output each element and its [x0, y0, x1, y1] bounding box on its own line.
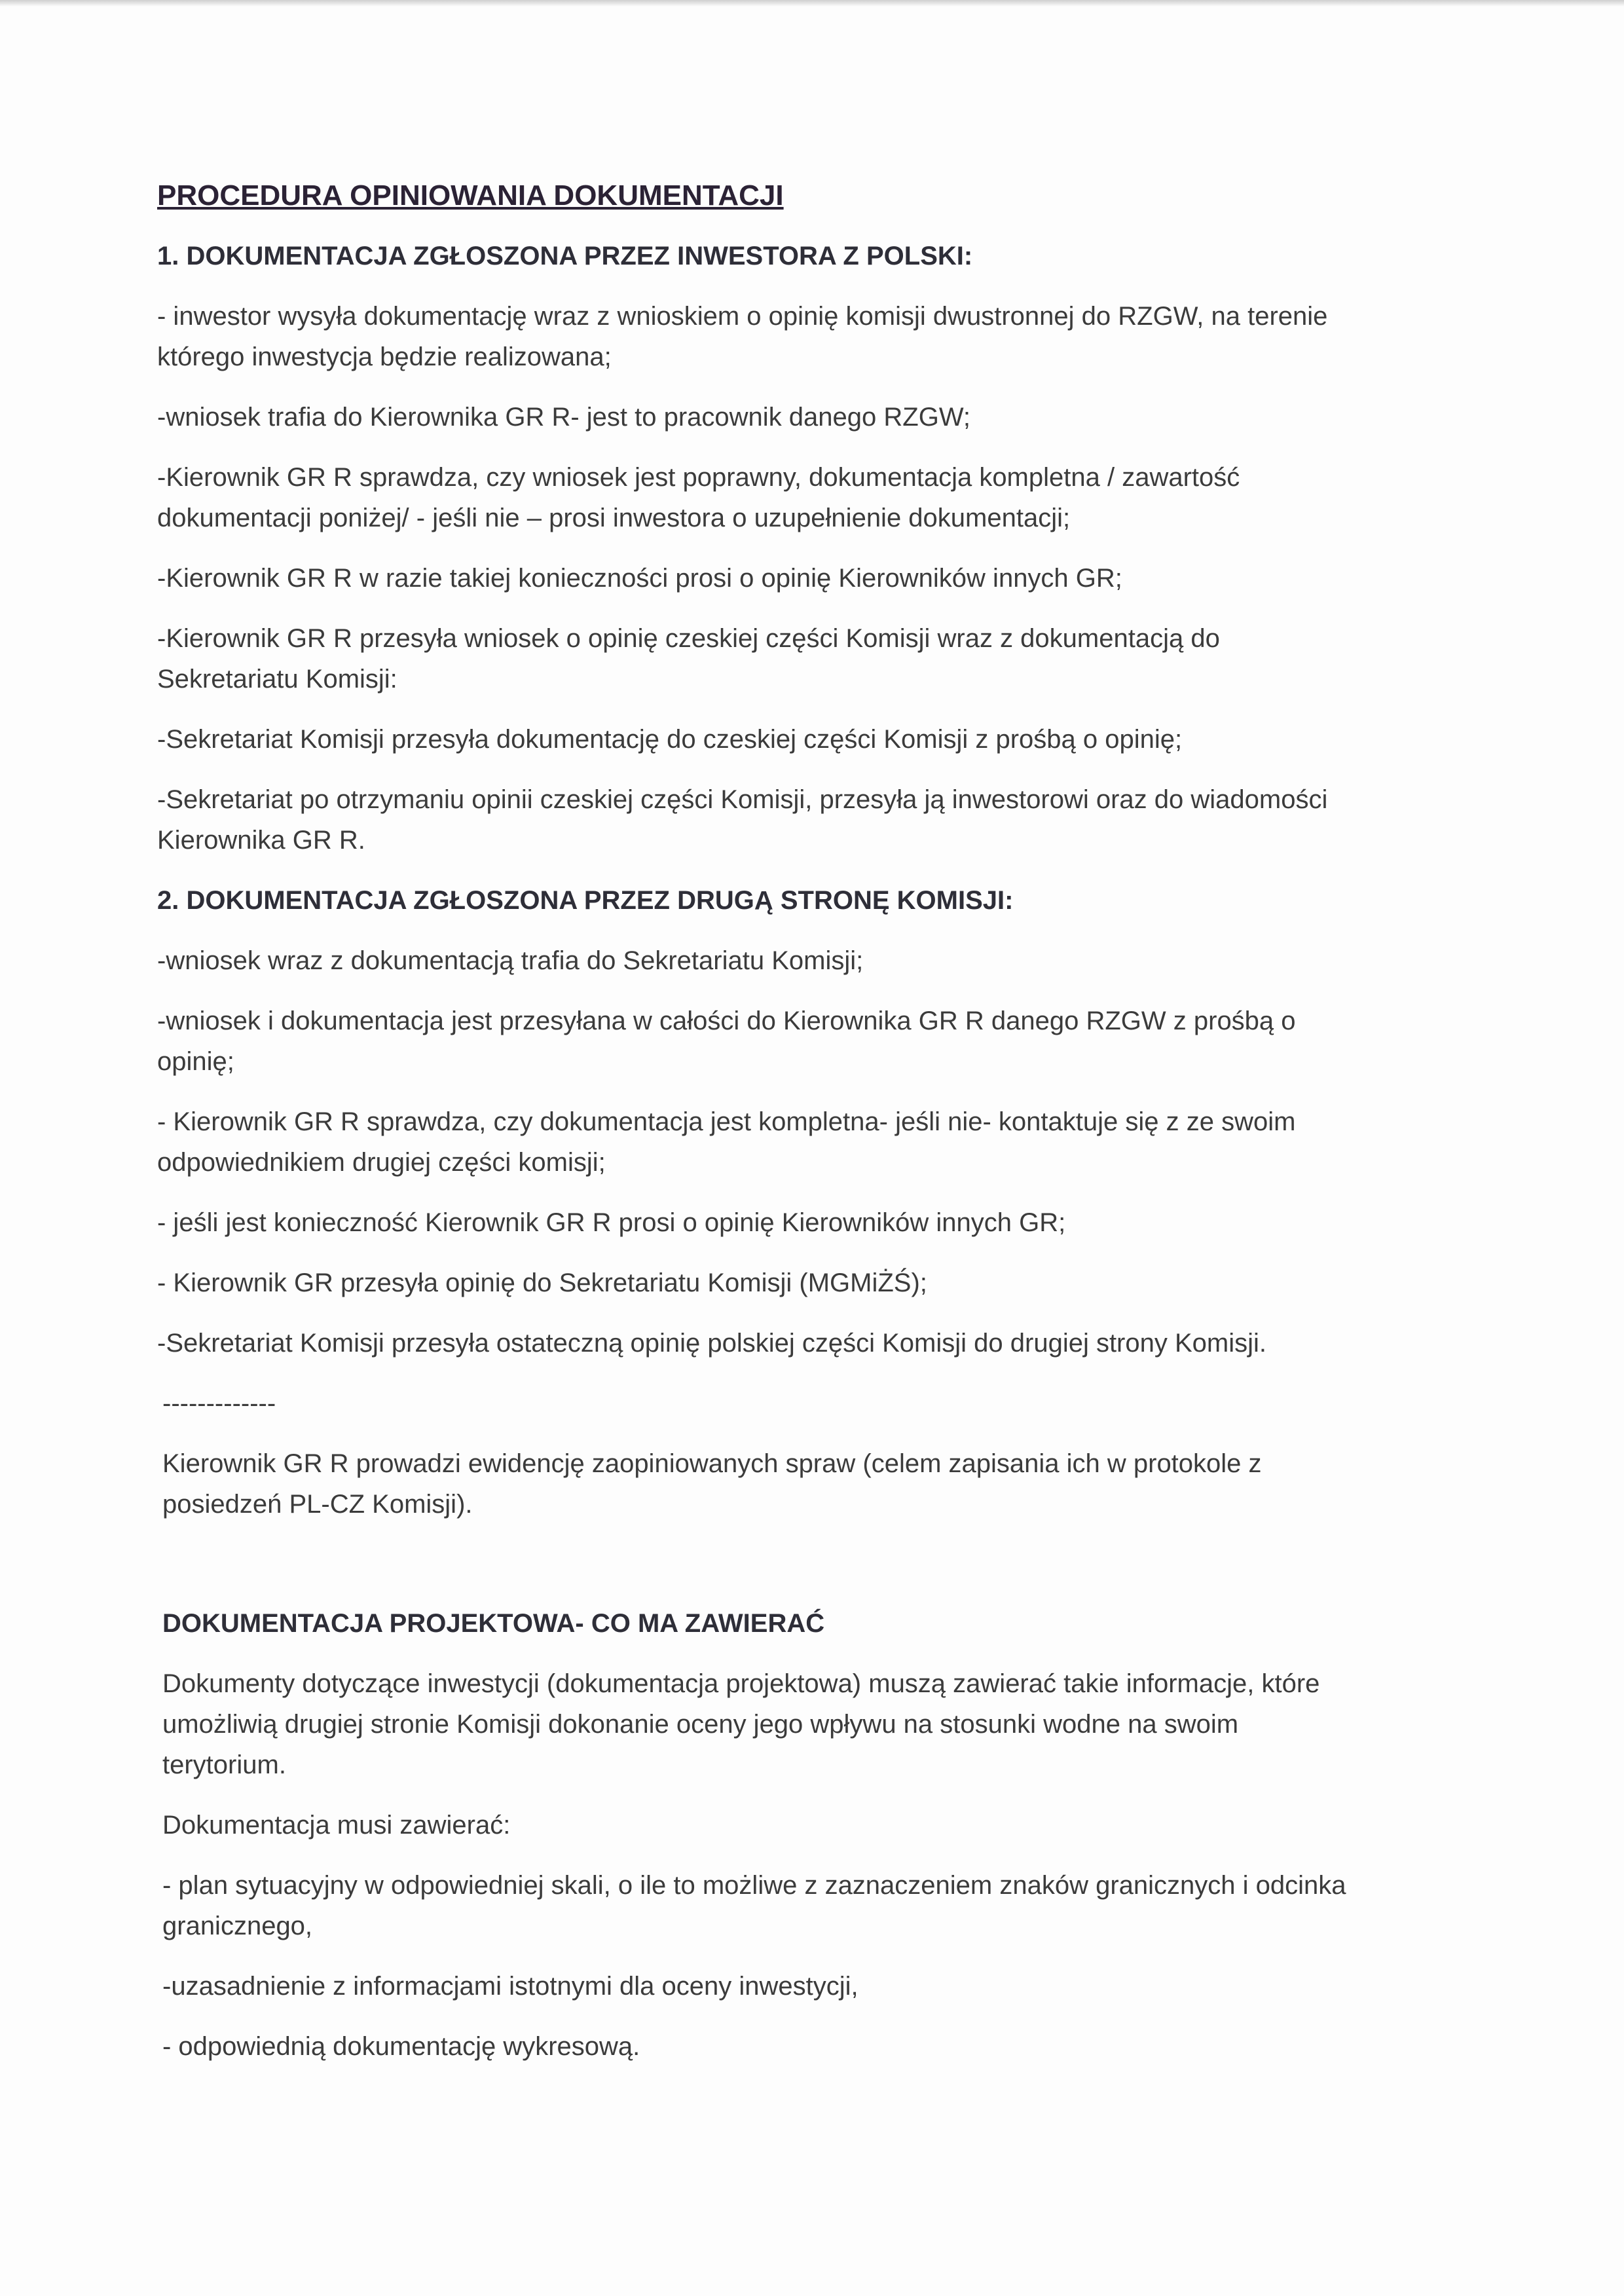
section1-line: -wniosek trafia do Kierownika GR R- jest to pracownik danego RZGW; [157, 403, 970, 432]
section1-line: Sekretariatu Komisji: [157, 665, 397, 694]
section3-line: Dokumentacja musi zawierać: [162, 1811, 511, 1840]
section2-line: - jeśli jest konieczność Kierownik GR R prosi o opinię Kierowników innych GR; [157, 1208, 1066, 1237]
document-content [157, 176, 1467, 2067]
section2-line: opinię; [157, 1047, 234, 1076]
section1-line: -Kierownik GR R sprawdza, czy wniosek jest poprawny, dokumentacja kompletna / zawartość [157, 463, 1240, 492]
scan-edge [0, 0, 1624, 7]
note-line: Kierownik GR R prowadzi ewidencję zaopiniowanych spraw (celem zapisania ich w protokole z [162, 1449, 1262, 1478]
section1-line: - inwestor wysyła dokumentację wraz z wnioskiem o opinię komisji dwustronnej do RZGW, na terenie [157, 302, 1328, 331]
section1-line: Kierownika GR R. [157, 826, 365, 855]
section1-line: -Kierownik GR R w razie takiej konieczności prosi o opinię Kierowników innych GR; [157, 564, 1122, 593]
section2-line: -Sekretariat Komisji przesyła ostateczną opinię polskiej części Komisji do drugiej strony Komisji. [157, 1329, 1267, 1358]
section3-heading: DOKUMENTACJA PROJEKTOWA- CO MA ZAWIERAĆ [162, 1609, 825, 1638]
section2-line: -wniosek i dokumentacja jest przesyłana w całości do Kierownika GR R danego RZGW z prośbą o [157, 1007, 1296, 1035]
section2-line: - Kierownik GR przesyła opinię do Sekretariatu Komisji (MGMiŻŚ); [157, 1268, 927, 1297]
section1-heading: 1. DOKUMENTACJA ZGŁOSZONA PRZEZ INWESTORA Z POLSKI: [157, 242, 973, 270]
section3-line: terytorium. [162, 1750, 286, 1779]
section1-line: -Kierownik GR R przesyła wniosek o opinię czeskiej części Komisji wraz z dokumentacją do [157, 624, 1220, 653]
section1-line: -Sekretariat po otrzymaniu opinii czeskiej części Komisji, przesyła ją inwestorowi oraz do wiadomości [157, 785, 1328, 814]
section3-line: Dokumenty dotyczące inwestycji (dokumentacja projektowa) muszą zawierać takie informacje, które [162, 1669, 1320, 1698]
section2-line: - Kierownik GR R sprawdza, czy dokumentacja jest kompletna- jeśli nie- kontaktuje się z ze swoim [157, 1107, 1296, 1136]
document-title: PROCEDURA OPINIOWANIA DOKUMENTACJI [157, 179, 784, 212]
section3-line: granicznego, [162, 1912, 313, 1940]
section1-line: którego inwestycja będzie realizowana; [157, 343, 612, 371]
section3-line: umożliwią drugiej stronie Komisji dokonanie oceny jego wpływu na stosunki wodne na swoim [162, 1710, 1239, 1739]
section1-line: dokumentacji poniżej/ - jeśli nie – prosi inwestora o uzupełnienie dokumentacji; [157, 504, 1071, 532]
section3-line: - odpowiednią dokumentację wykresową. [162, 2032, 640, 2061]
section2-heading: 2. DOKUMENTACJA ZGŁOSZONA PRZEZ DRUGĄ STRONĘ KOMISJI: [157, 886, 1014, 915]
section2-line: -wniosek wraz z dokumentacją trafia do Sekretariatu Komisji; [157, 946, 864, 975]
section2-line: odpowiednikiem drugiej części komisji; [157, 1148, 606, 1177]
note-line: posiedzeń PL-CZ Komisji). [162, 1490, 473, 1519]
section3-line: - plan sytuacyjny w odpowiedniej skali, o ile to możliwe z zaznaczeniem znaków granicznych i odcinka [162, 1871, 1346, 1900]
section3-line: -uzasadnienie z informacjami istotnymi dla oceny inwestycji, [162, 1972, 858, 2001]
separator: ------------- [162, 1389, 276, 1418]
section1-line: -Sekretariat Komisji przesyła dokumentację do czeskiej części Komisji z prośbą o opinię; [157, 725, 1183, 754]
